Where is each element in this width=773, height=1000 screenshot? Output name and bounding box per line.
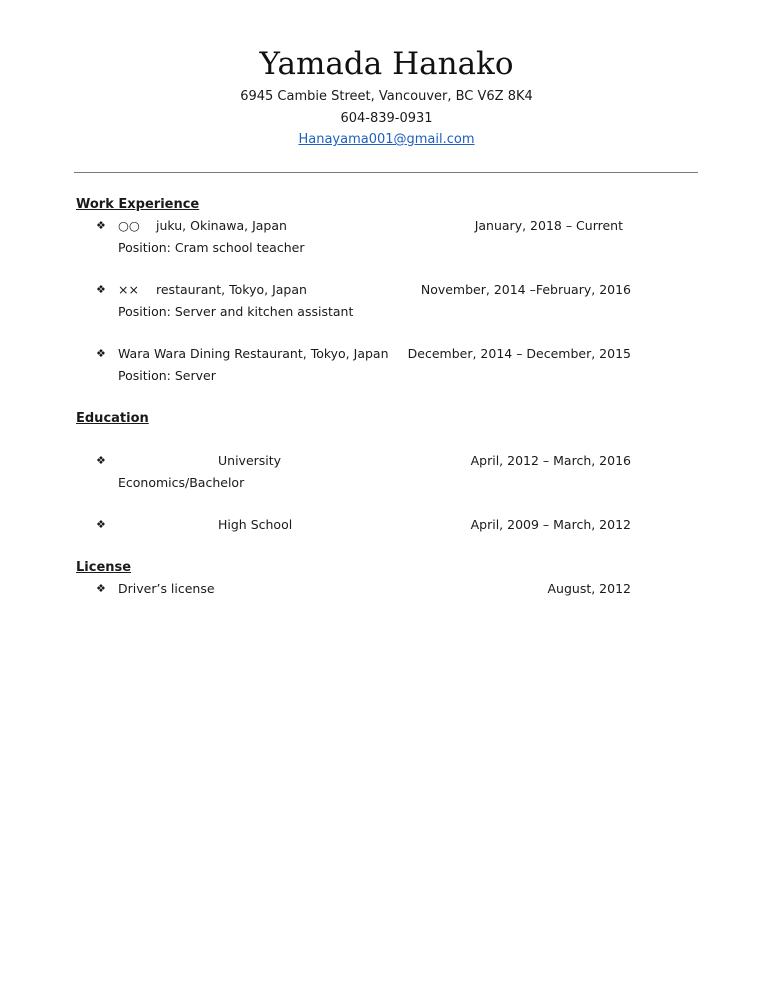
education-2-school: High School (218, 517, 293, 532)
work-1-dates: January, 2018 – Current (474, 218, 623, 233)
email-link[interactable]: Hanayama001@gmail.com (298, 132, 475, 147)
education-2-dates: April, 2009 – March, 2012 (470, 517, 631, 532)
work-3-dates: December, 2014 – December, 2015 (407, 346, 631, 361)
bullet-icon: ❖ (96, 219, 106, 232)
bullet-icon: ❖ (96, 283, 106, 296)
address: 6945 Cambie Street, Vancouver, BC V6Z 8K4 (240, 89, 533, 104)
education-1-dates: April, 2012 – March, 2016 (470, 453, 631, 468)
work-2-position: Position: Server and kitchen assistant (118, 304, 354, 319)
work-2-place: restaurant, Tokyo, Japan (156, 282, 307, 297)
work-experience-heading: Work Experience (76, 197, 200, 212)
work-1-symbol: ○○ (118, 218, 140, 233)
work-3-position: Position: Server (118, 368, 216, 383)
resume-name: Yamada Hanako (259, 46, 514, 82)
bullet-icon: ❖ (96, 518, 106, 531)
education-1-school: University (218, 453, 282, 468)
bullet-icon: ❖ (96, 454, 106, 467)
work-3-place: Wara Wara Dining Restaurant, Tokyo, Japan (118, 346, 389, 361)
email-line (0, 131, 773, 149)
work-1-place: juku, Okinawa, Japan (156, 218, 287, 233)
license-heading: License (76, 560, 132, 575)
phone-number: 604-839-0931 (340, 111, 433, 126)
work-2-symbol: ×× (118, 282, 139, 297)
license-1-name: Driver’s license (118, 581, 215, 596)
education-heading: Education (76, 411, 149, 426)
work-1-position: Position: Cram school teacher (118, 240, 305, 255)
license-1-dates: August, 2012 (547, 581, 631, 596)
work-2-dates: November, 2014 –February, 2016 (420, 282, 631, 297)
education-1-degree: Economics/Bachelor (118, 475, 245, 490)
header-divider (74, 172, 698, 173)
bullet-icon: ❖ (96, 347, 106, 360)
bullet-icon: ❖ (96, 582, 106, 595)
